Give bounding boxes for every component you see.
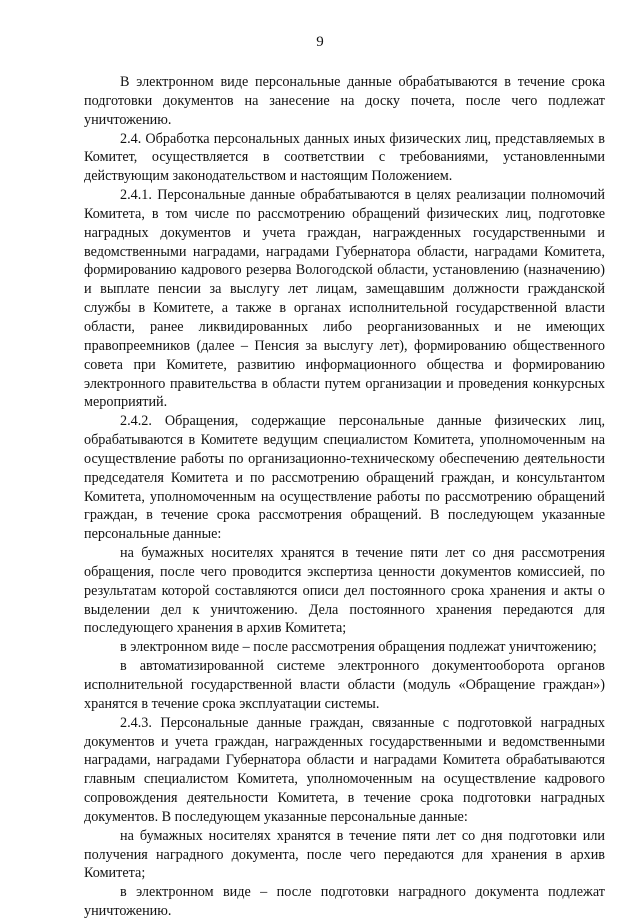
- paragraph: на бумажных носителях хранятся в течение пяти лет со дня подготовки или получения наградного документа, после чего передаются для хранения в архив Комитета;: [84, 827, 605, 882]
- paragraph: 2.4.3. Персональные данные граждан, связанные с подготовкой наградных документов и учета граждан, награжденных государственными и ведомственными наградами, наградами Губернатора области и наградами Комитета обрабатываются главным специалистом Комитета, уполномоченным на осуществление кадрового сопровождения деятельности Комитета, в течение срока подготовки наградных документов. В последующем указанные персональные данные:: [84, 714, 605, 825]
- paragraph: в электронном виде – после подготовки наградного документа подлежат уничтожению.: [84, 884, 605, 920]
- paragraph: в автоматизированной системе электронного документооборота органов исполнительной государственной власти области (модуль «Обращение граждан») хранятся в течение срока эксплуатации системы.: [84, 658, 605, 712]
- paragraph: 2.4.1. Персональные данные обрабатываются в целях реализации полномочий Комитета, в том числе по рассмотрению обращений физических лиц, подготовке наградных документов и учета граждан, награжденных государственными и ведомственными наградами, наградами Губернатора области, наградами Комитета, формированию кадрового резерва Вологодской области, установлению (назначению) и выплате пенсии за выслугу лет лицам, замещавшим должности гражданской службы в Комитете, а также в органах исполнительной государственной власти области, ранее ликвидированных либо реорганизованных и не имеющих правопреемников (далее – Пенсия за выслугу лет), формированию общественного совета при Комитете, развитию информационного общества и формированию электронного правительства в области путем организации и проведения конкурсных мероприятий.: [84, 187, 605, 411]
- page-number: 9: [316, 34, 324, 50]
- document-body: [84, 73, 605, 921]
- paragraph: 2.4.2. Обращения, содержащие персональные данные физических лиц, обрабатываются в Комитете ведущим специалистом Комитета, уполномоченным на осуществление работы по организационно-техническому обеспечению деятельности председателя Комитета и по рассмотрению обращений граждан, и консультантом Комитета, уполномоченным на осуществление работы по рассмотрению обращений граждан, в течение срока рассмотрения обращений. В последующем указанные персональные данные:: [84, 413, 605, 543]
- paragraph: в электронном виде – после рассмотрения обращения подлежат уничтожению;: [120, 639, 597, 656]
- paragraph: на бумажных носителях хранятся в течение пяти лет со дня рассмотрения обращения, после чего проводится экспертиза ценности документов комиссией, по результатам которой составляются описи дел постоянного срока хранения и акты о выделении дел к уничтожению. Дела постоянного хранения передаются для последующего хранения в архив Комитета;: [84, 545, 605, 637]
- paragraph: 2.4. Обработка персональных данных иных физических лиц, представляемых в Комитет, осуществляется в соответствии с требованиями, установленными действующим законодательством и настоящим Положением.: [84, 130, 605, 185]
- paragraph: В электронном виде персональные данные обрабатываются в течение срока подготовки документов на занесение на доску почета, после чего подлежат уничтожению.: [84, 74, 605, 128]
